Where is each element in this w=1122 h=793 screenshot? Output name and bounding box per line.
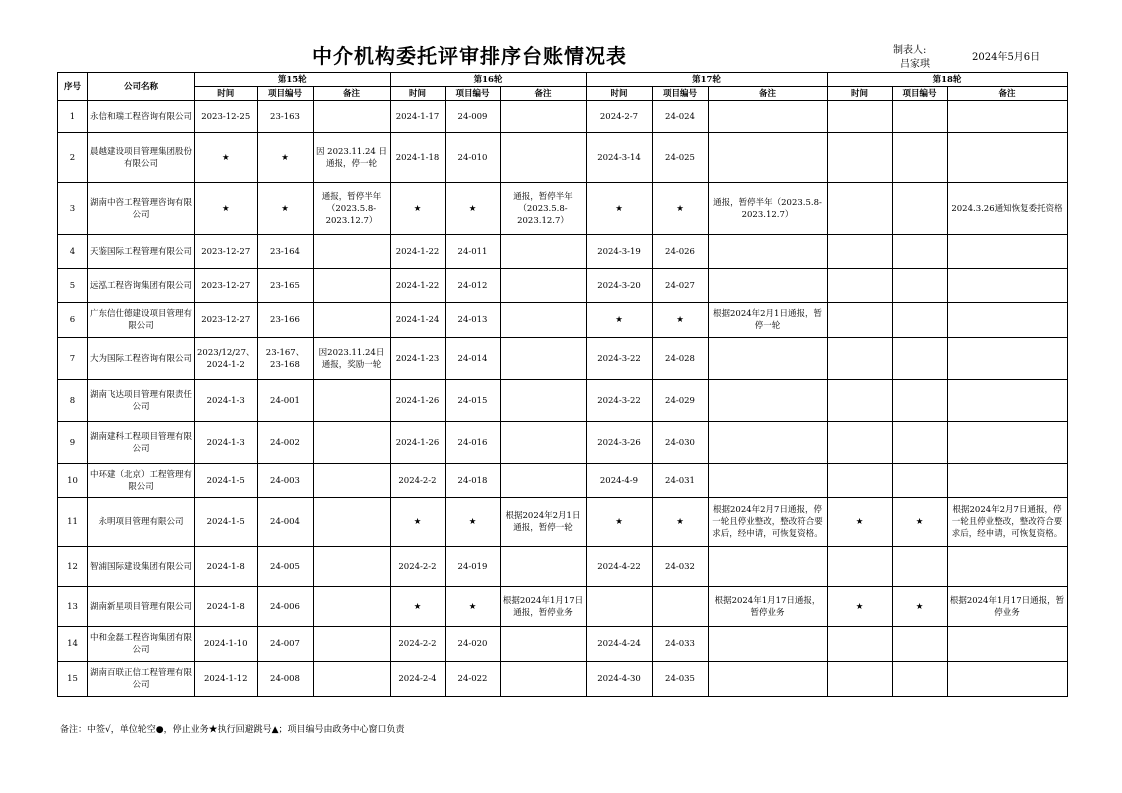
round-project-no: 24-006 xyxy=(257,587,313,627)
row-seq: 10 xyxy=(58,464,88,498)
round-note xyxy=(947,235,1067,269)
round-time: 2023/12/27、2024-1-2 xyxy=(195,338,258,380)
round-time: 2024-1-18 xyxy=(390,133,445,183)
round-time: 2024-1-10 xyxy=(195,627,258,662)
round-time: ★ xyxy=(195,183,258,235)
round-note: 因 2023.11.24 日通报，停一轮 xyxy=(313,133,390,183)
round-note xyxy=(313,380,390,422)
header-round-18: 第18轮 xyxy=(827,73,1067,87)
round-time: 2024-1-22 xyxy=(390,269,445,303)
round-project-no: 24-001 xyxy=(257,380,313,422)
round-project-no: 24-032 xyxy=(652,547,708,587)
round-project-no: ★ xyxy=(445,587,500,627)
round-project-no xyxy=(892,422,947,464)
page-title: 中介机构委托评审排序台账情况表 xyxy=(312,44,627,68)
round-note xyxy=(708,338,827,380)
round-note: 通报，暂停半年（2023.5.8-2023.12.7） xyxy=(313,183,390,235)
round-time: 2024-1-8 xyxy=(195,547,258,587)
subheader-time: 时间 xyxy=(827,87,892,101)
table-row xyxy=(58,422,1068,464)
round-project-no: 24-011 xyxy=(445,235,500,269)
round-note xyxy=(947,269,1067,303)
round-project-no: ★ xyxy=(257,133,313,183)
round-time: 2024-4-9 xyxy=(586,464,652,498)
company-name: 湖南建科工程项目管理有限公司 xyxy=(88,422,195,464)
round-time: 2024-1-3 xyxy=(195,422,258,464)
subheader-note: 备注 xyxy=(708,87,827,101)
table-row xyxy=(58,464,1068,498)
round-note xyxy=(313,627,390,662)
round-note xyxy=(500,380,586,422)
round-project-no xyxy=(892,627,947,662)
round-note xyxy=(313,303,390,338)
round-project-no: 23-164 xyxy=(257,235,313,269)
round-note xyxy=(500,547,586,587)
round-time: 2024-2-4 xyxy=(390,662,445,697)
row-seq: 8 xyxy=(58,380,88,422)
round-note xyxy=(500,464,586,498)
subheader-time: 时间 xyxy=(195,87,258,101)
round-project-no: 24-009 xyxy=(445,101,500,133)
round-project-no: ★ xyxy=(445,183,500,235)
round-time: 2024-3-26 xyxy=(586,422,652,464)
subheader-note: 备注 xyxy=(947,87,1067,101)
round-time xyxy=(827,380,892,422)
round-note: 根据2024年1月17日通报，暂停业务 xyxy=(708,587,827,627)
row-seq: 3 xyxy=(58,183,88,235)
round-note xyxy=(313,662,390,697)
company-name: 智浦国际建设集团有限公司 xyxy=(88,547,195,587)
round-time xyxy=(827,101,892,133)
round-project-no: 24-003 xyxy=(257,464,313,498)
header-round-16: 第16轮 xyxy=(390,73,586,87)
subheader-project-no: 项目编号 xyxy=(892,87,947,101)
round-time: 2024-1-5 xyxy=(195,464,258,498)
round-time: 2024-3-22 xyxy=(586,338,652,380)
round-note xyxy=(500,338,586,380)
table-row xyxy=(58,269,1068,303)
round-time: 2024-1-17 xyxy=(390,101,445,133)
round-time: 2024-4-22 xyxy=(586,547,652,587)
row-seq: 11 xyxy=(58,498,88,547)
round-note xyxy=(708,422,827,464)
round-note: 根据2024年2月7日通报，停一轮且停业整改，整改符合要求后，经申请，可恢复资格。 xyxy=(947,498,1067,547)
company-name: 湖南中咨工程管理咨询有限公司 xyxy=(88,183,195,235)
round-note xyxy=(500,303,586,338)
table-row xyxy=(58,627,1068,662)
round-note xyxy=(500,235,586,269)
round-time: 2024-1-3 xyxy=(195,380,258,422)
round-project-no xyxy=(892,303,947,338)
round-project-no: 24-014 xyxy=(445,338,500,380)
round-time: ★ xyxy=(390,498,445,547)
round-note xyxy=(500,422,586,464)
round-project-no: 24-033 xyxy=(652,627,708,662)
round-time: ★ xyxy=(586,498,652,547)
round-time xyxy=(586,587,652,627)
round-project-no: ★ xyxy=(652,303,708,338)
round-note xyxy=(313,101,390,133)
round-project-no: 24-019 xyxy=(445,547,500,587)
company-name: 永明项目管理有限公司 xyxy=(88,498,195,547)
round-note xyxy=(313,464,390,498)
round-note xyxy=(947,101,1067,133)
company-name: 湖南飞达项目管理有限责任公司 xyxy=(88,380,195,422)
row-seq: 15 xyxy=(58,662,88,697)
round-project-no: 24-029 xyxy=(652,380,708,422)
round-note: 根据2024年2月1日通报，暂停一轮 xyxy=(500,498,586,547)
row-seq: 2 xyxy=(58,133,88,183)
round-project-no xyxy=(652,587,708,627)
subheader-note: 备注 xyxy=(313,87,390,101)
round-note xyxy=(313,498,390,547)
round-note xyxy=(947,547,1067,587)
row-seq: 4 xyxy=(58,235,88,269)
round-project-no xyxy=(892,547,947,587)
table-row xyxy=(58,587,1068,627)
round-note xyxy=(708,380,827,422)
round-project-no: ★ xyxy=(892,587,947,627)
subheader-time: 时间 xyxy=(390,87,445,101)
round-project-no xyxy=(892,338,947,380)
round-note xyxy=(708,627,827,662)
round-project-no: 24-031 xyxy=(652,464,708,498)
round-note: 因2023.11.24日通报，奖励一轮 xyxy=(313,338,390,380)
round-time: ★ xyxy=(586,183,652,235)
round-project-no xyxy=(892,464,947,498)
round-project-no: 24-007 xyxy=(257,627,313,662)
round-note xyxy=(500,101,586,133)
table-row xyxy=(58,183,1068,235)
company-name: 湖南新星项目管理有限公司 xyxy=(88,587,195,627)
row-seq: 13 xyxy=(58,587,88,627)
round-note xyxy=(313,587,390,627)
round-time xyxy=(827,183,892,235)
round-project-no: 24-018 xyxy=(445,464,500,498)
round-time: 2024-1-26 xyxy=(390,380,445,422)
round-project-no: 23-165 xyxy=(257,269,313,303)
round-project-no xyxy=(892,235,947,269)
round-time xyxy=(827,627,892,662)
subheader-note: 备注 xyxy=(500,87,586,101)
round-project-no: 23-166 xyxy=(257,303,313,338)
round-project-no: 24-035 xyxy=(652,662,708,697)
round-note xyxy=(708,235,827,269)
round-note xyxy=(947,464,1067,498)
round-time: 2024-1-26 xyxy=(390,422,445,464)
round-project-no: 24-015 xyxy=(445,380,500,422)
round-note: 根据2024年1月17日通报，暂停业务 xyxy=(500,587,586,627)
round-time: 2024-1-24 xyxy=(390,303,445,338)
round-note xyxy=(708,464,827,498)
round-project-no xyxy=(892,101,947,133)
round-project-no: ★ xyxy=(892,498,947,547)
round-note xyxy=(708,101,827,133)
round-project-no: 24-016 xyxy=(445,422,500,464)
subheader-project-no: 项目编号 xyxy=(652,87,708,101)
subheader-time: 时间 xyxy=(586,87,652,101)
round-note xyxy=(947,662,1067,697)
round-project-no xyxy=(892,133,947,183)
round-project-no: 24-010 xyxy=(445,133,500,183)
round-note xyxy=(313,235,390,269)
round-time: 2024-3-14 xyxy=(586,133,652,183)
round-project-no: 24-022 xyxy=(445,662,500,697)
table-row xyxy=(58,380,1068,422)
table-row xyxy=(58,498,1068,547)
round-note xyxy=(947,133,1067,183)
round-time: 2023-12-27 xyxy=(195,235,258,269)
table-row xyxy=(58,547,1068,587)
round-time xyxy=(827,464,892,498)
round-time xyxy=(827,133,892,183)
round-time xyxy=(827,269,892,303)
company-name: 中和金磊工程咨询集团有限公司 xyxy=(88,627,195,662)
round-time: 2024-1-8 xyxy=(195,587,258,627)
round-time: ★ xyxy=(586,303,652,338)
round-project-no: 24-008 xyxy=(257,662,313,697)
round-note xyxy=(947,422,1067,464)
row-seq: 7 xyxy=(58,338,88,380)
round-note: 通报，暂停半年（2023.5.8-2023.12.7） xyxy=(500,183,586,235)
company-name: 中环建（北京）工程管理有限公司 xyxy=(88,464,195,498)
company-name: 广东信仕德建设项目管理有限公司 xyxy=(88,303,195,338)
row-seq: 9 xyxy=(58,422,88,464)
subheader-project-no: 项目编号 xyxy=(257,87,313,101)
round-time: 2024-1-5 xyxy=(195,498,258,547)
round-project-no: 24-026 xyxy=(652,235,708,269)
company-name: 湖南百联正信工程管理有限公司 xyxy=(88,662,195,697)
round-time: 2024-1-22 xyxy=(390,235,445,269)
row-seq: 6 xyxy=(58,303,88,338)
round-project-no: ★ xyxy=(445,498,500,547)
round-time xyxy=(827,338,892,380)
round-time: 2023-12-25 xyxy=(195,101,258,133)
round-note xyxy=(500,133,586,183)
maker-name: 吕家琪 xyxy=(900,59,930,70)
round-time: 2023-12-27 xyxy=(195,269,258,303)
round-project-no: 24-012 xyxy=(445,269,500,303)
round-project-no: 24-025 xyxy=(652,133,708,183)
round-note: 根据2024年1月17日通报，暂停业务 xyxy=(947,587,1067,627)
row-seq: 14 xyxy=(58,627,88,662)
round-time xyxy=(827,422,892,464)
header-round-15: 第15轮 xyxy=(195,73,391,87)
round-note xyxy=(947,627,1067,662)
table-row xyxy=(58,338,1068,380)
round-note xyxy=(313,547,390,587)
round-time: 2024-4-30 xyxy=(586,662,652,697)
round-note xyxy=(313,269,390,303)
round-note xyxy=(708,547,827,587)
round-time: 2024-2-2 xyxy=(390,627,445,662)
round-note xyxy=(500,269,586,303)
company-name: 天鉴国际工程管理有限公司 xyxy=(88,235,195,269)
company-name: 远泓工程咨询集团有限公司 xyxy=(88,269,195,303)
round-time xyxy=(827,547,892,587)
round-project-no xyxy=(892,269,947,303)
round-note xyxy=(708,269,827,303)
maker-label: 制表人: xyxy=(893,45,927,56)
footer-note: 备注：中签√，单位轮空●，停止业务★执行回避跳号▲；项目编号由政务中心窗口负责 xyxy=(60,725,405,735)
round-project-no: 24-020 xyxy=(445,627,500,662)
round-time: ★ xyxy=(827,498,892,547)
header-round-17: 第17轮 xyxy=(586,73,827,87)
round-project-no: ★ xyxy=(652,183,708,235)
round-note: 根据2024年2月1日通报，暂停一轮 xyxy=(708,303,827,338)
round-project-no: 24-013 xyxy=(445,303,500,338)
round-project-no xyxy=(892,380,947,422)
round-time: 2024-3-22 xyxy=(586,380,652,422)
round-time xyxy=(827,235,892,269)
subheader-project-no: 项目编号 xyxy=(445,87,500,101)
round-time: 2024-2-7 xyxy=(586,101,652,133)
round-note xyxy=(500,627,586,662)
round-time: 2024-1-23 xyxy=(390,338,445,380)
round-note xyxy=(947,338,1067,380)
round-time: ★ xyxy=(827,587,892,627)
round-note xyxy=(313,422,390,464)
round-project-no: 24-027 xyxy=(652,269,708,303)
round-note xyxy=(708,133,827,183)
round-time xyxy=(827,303,892,338)
round-note: 根据2024年2月7日通报，停一轮且停业整改，整改符合要求后，经申请，可恢复资格。 xyxy=(708,498,827,547)
round-note xyxy=(708,662,827,697)
round-time: 2024-2-2 xyxy=(390,464,445,498)
round-time: ★ xyxy=(390,587,445,627)
row-seq: 5 xyxy=(58,269,88,303)
round-time: 2024-4-24 xyxy=(586,627,652,662)
round-project-no: 24-030 xyxy=(652,422,708,464)
table-row xyxy=(58,101,1068,133)
round-project-no: 24-005 xyxy=(257,547,313,587)
round-project-no: ★ xyxy=(652,498,708,547)
ledger-table xyxy=(57,72,1068,697)
round-note xyxy=(947,303,1067,338)
round-note: 2024.3.26通知恢复委托资格 xyxy=(947,183,1067,235)
round-time: 2024-3-19 xyxy=(586,235,652,269)
header-company: 公司名称 xyxy=(88,73,195,101)
round-project-no: 24-002 xyxy=(257,422,313,464)
round-note: 通报，暂停半年（2023.5.8-2023.12.7） xyxy=(708,183,827,235)
round-time: 2024-2-2 xyxy=(390,547,445,587)
company-name: 大为国际工程咨询有限公司 xyxy=(88,338,195,380)
company-name: 永信和瑞工程咨询有限公司 xyxy=(88,101,195,133)
round-note xyxy=(500,662,586,697)
round-time: 2023-12-27 xyxy=(195,303,258,338)
round-project-no: 24-004 xyxy=(257,498,313,547)
company-name: 晨越建设项目管理集团股份有限公司 xyxy=(88,133,195,183)
table-row xyxy=(58,235,1068,269)
table-row xyxy=(58,303,1068,338)
round-time xyxy=(827,662,892,697)
round-project-no: 24-024 xyxy=(652,101,708,133)
header-seq: 序号 xyxy=(58,73,88,101)
round-project-no: 23-163 xyxy=(257,101,313,133)
round-project-no: 24-028 xyxy=(652,338,708,380)
row-seq: 1 xyxy=(58,101,88,133)
round-project-no xyxy=(892,662,947,697)
report-date: 2024年5月6日 xyxy=(972,52,1041,63)
round-time: ★ xyxy=(390,183,445,235)
row-seq: 12 xyxy=(58,547,88,587)
round-project-no: 23-167、23-168 xyxy=(257,338,313,380)
round-project-no xyxy=(892,183,947,235)
round-time: 2024-3-20 xyxy=(586,269,652,303)
table-row xyxy=(58,133,1068,183)
round-time: 2024-1-12 xyxy=(195,662,258,697)
round-project-no: ★ xyxy=(257,183,313,235)
round-note xyxy=(947,380,1067,422)
round-time: ★ xyxy=(195,133,258,183)
table-row xyxy=(58,662,1068,697)
